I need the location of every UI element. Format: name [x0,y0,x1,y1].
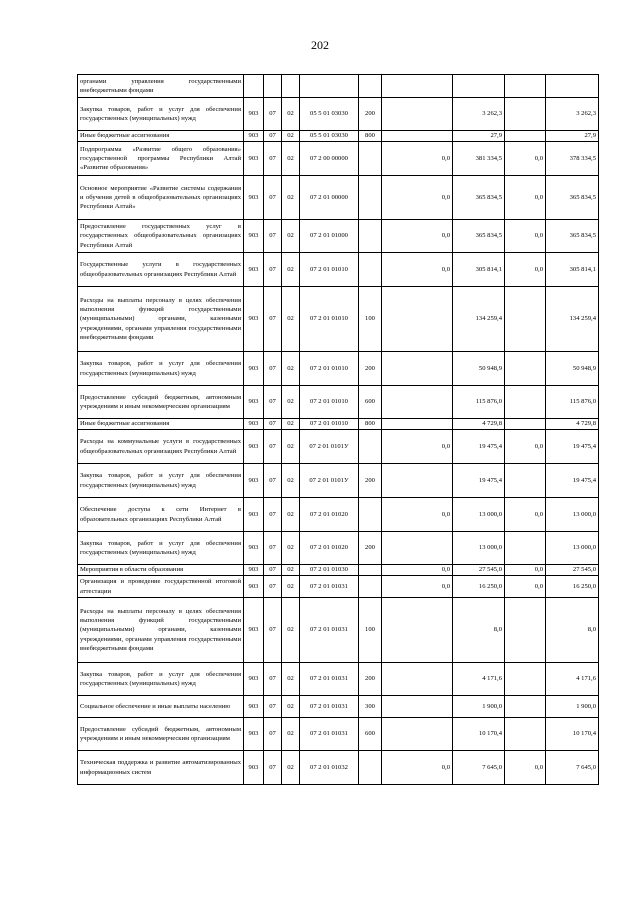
cell-value-2: 10 170,4 [453,718,505,751]
cell-value-3 [505,98,546,131]
cell-value-4: 4 171,6 [546,663,599,696]
cell-ved: 903 [244,598,264,663]
cell-csr: 07 2 01 01032 [300,751,359,785]
cell-pr: 02 [282,419,300,430]
cell-pr: 02 [282,131,300,142]
table-row [78,718,599,751]
cell-rz: 07 [264,98,282,131]
cell-ved: 903 [244,131,264,142]
cell-value-1: 0,0 [382,220,453,253]
cell-ved: 903 [244,498,264,532]
cell-value-4: 27,9 [546,131,599,142]
cell-value-2: 1 900,0 [453,696,505,718]
cell-vr [359,498,382,532]
cell-value-3: 0,0 [505,220,546,253]
cell-csr: 07 2 01 01010 [300,253,359,287]
cell-vr [359,253,382,287]
cell-pr: 02 [282,142,300,176]
cell-pr: 02 [282,430,300,464]
cell-value-3 [505,386,546,419]
cell-pr: 02 [282,565,300,576]
table-row [78,751,599,785]
cell-name: Расходы на коммунальные услуги в государственных общеобразовательных организациях Республики Алтай [78,430,244,464]
cell-csr: 07 2 01 01010 [300,419,359,430]
cell-value-2: 27,9 [453,131,505,142]
cell-rz: 07 [264,419,282,430]
table-row [78,131,599,142]
cell-csr: 07 2 01 01000 [300,220,359,253]
cell-value-4: 7 645,0 [546,751,599,785]
table-row [78,98,599,131]
cell-value-2: 4 729,8 [453,419,505,430]
cell-rz: 07 [264,576,282,598]
cell-value-3 [505,718,546,751]
cell-ved: 903 [244,386,264,419]
cell-vr: 200 [359,464,382,498]
cell-value-1 [382,718,453,751]
table-row [78,253,599,287]
cell-vr: 200 [359,98,382,131]
cell-name: Государственные услуги в государственных общеобразовательных организациях Республики Алтай [78,253,244,287]
cell-pr: 02 [282,751,300,785]
cell-value-1: 0,0 [382,176,453,220]
cell-value-3: 0,0 [505,576,546,598]
cell-vr: 600 [359,386,382,419]
cell-value-3: 0,0 [505,565,546,576]
cell-pr: 02 [282,663,300,696]
cell-value-3 [505,75,546,98]
cell-value-4: 365 834,5 [546,220,599,253]
cell-value-2: 381 334,5 [453,142,505,176]
cell-vr [359,176,382,220]
cell-value-3: 0,0 [505,498,546,532]
budget-table-body [78,75,599,785]
cell-vr: 200 [359,532,382,565]
cell-value-1: 0,0 [382,498,453,532]
cell-name: Организация и проведение государственной итоговой аттестации [78,576,244,598]
cell-rz [264,75,282,98]
cell-value-2: 4 171,6 [453,663,505,696]
cell-rz: 07 [264,352,282,386]
cell-value-3: 0,0 [505,751,546,785]
cell-vr [359,430,382,464]
cell-name: Закупка товаров, работ и услуг для обеспечения государственных (муниципальных) нужд [78,532,244,565]
cell-vr [359,75,382,98]
cell-value-3: 0,0 [505,142,546,176]
cell-ved: 903 [244,352,264,386]
cell-value-3 [505,287,546,352]
cell-csr: 07 2 01 0101У [300,464,359,498]
table-row [78,386,599,419]
budget-table [77,74,599,785]
cell-rz: 07 [264,253,282,287]
table-row [78,142,599,176]
cell-value-3 [505,464,546,498]
cell-value-1 [382,75,453,98]
cell-value-3: 0,0 [505,176,546,220]
cell-ved [244,75,264,98]
cell-value-1 [382,352,453,386]
cell-csr: 07 2 01 00000 [300,176,359,220]
table-row [78,430,599,464]
cell-value-2: 13 000,0 [453,498,505,532]
cell-vr [359,751,382,785]
cell-vr: 100 [359,287,382,352]
cell-value-4: 13 000,0 [546,498,599,532]
cell-value-3: 0,0 [505,430,546,464]
cell-ved: 903 [244,287,264,352]
cell-csr: 07 2 01 01010 [300,287,359,352]
cell-value-2: 13 000,0 [453,532,505,565]
table-row [78,75,599,98]
cell-csr: 07 2 01 01010 [300,352,359,386]
cell-vr: 100 [359,598,382,663]
cell-value-1 [382,98,453,131]
cell-pr: 02 [282,718,300,751]
cell-name: Расходы на выплаты персоналу в целях обеспечения выполнения функций государственными (муниципальными) органами, казенными учреждениями, органами управления государственными внебюджетными фондами [78,598,244,663]
table-row [78,576,599,598]
cell-vr: 800 [359,131,382,142]
cell-pr [282,75,300,98]
cell-value-4: 10 170,4 [546,718,599,751]
cell-csr: 05 5 01 03030 [300,131,359,142]
cell-value-4: 378 334,5 [546,142,599,176]
cell-name: Техническая поддержка и развитие автоматизированных информационных систем [78,751,244,785]
cell-value-2: 305 814,1 [453,253,505,287]
cell-value-1 [382,287,453,352]
cell-rz: 07 [264,565,282,576]
cell-value-3 [505,532,546,565]
cell-vr [359,220,382,253]
cell-value-3: 0,0 [505,253,546,287]
cell-pr: 02 [282,464,300,498]
cell-value-4: 27 545,0 [546,565,599,576]
cell-csr: 07 2 00 00000 [300,142,359,176]
cell-name: Обеспечение доступа к сети Интернет в образовательных организациях Республики Алтай [78,498,244,532]
cell-csr: 07 2 01 01031 [300,576,359,598]
cell-value-1 [382,419,453,430]
table-row [78,287,599,352]
cell-pr: 02 [282,253,300,287]
cell-value-4: 134 259,4 [546,287,599,352]
cell-vr: 600 [359,718,382,751]
cell-vr: 800 [359,419,382,430]
cell-value-4: 8,0 [546,598,599,663]
cell-value-1 [382,696,453,718]
cell-value-4: 50 948,9 [546,352,599,386]
cell-value-4: 4 729,8 [546,419,599,430]
cell-csr: 07 2 01 01010 [300,386,359,419]
cell-value-1 [382,598,453,663]
cell-name: Социальное обеспечение и иные выплаты населению [78,696,244,718]
cell-value-3 [505,598,546,663]
cell-csr: 07 2 01 01031 [300,696,359,718]
cell-value-1 [382,386,453,419]
cell-value-4: 13 000,0 [546,532,599,565]
cell-pr: 02 [282,598,300,663]
cell-value-4: 115 876,0 [546,386,599,419]
cell-value-4: 365 834,5 [546,176,599,220]
cell-value-3 [505,131,546,142]
cell-ved: 903 [244,576,264,598]
cell-value-1: 0,0 [382,430,453,464]
table-row [78,532,599,565]
cell-rz: 07 [264,386,282,419]
cell-value-4: 1 900,0 [546,696,599,718]
cell-rz: 07 [264,598,282,663]
cell-name: Иные бюджетные ассигнования [78,131,244,142]
cell-rz: 07 [264,696,282,718]
table-row [78,565,599,576]
cell-rz: 07 [264,287,282,352]
cell-vr: 200 [359,663,382,696]
cell-value-2: 8,0 [453,598,505,663]
cell-name: Подпрограмма «Развитие общего образования» государственной программы Республики Алтай «Развитие образования» [78,142,244,176]
cell-value-1 [382,532,453,565]
cell-csr: 07 2 01 01031 [300,718,359,751]
cell-ved: 903 [244,751,264,785]
cell-rz: 07 [264,430,282,464]
cell-csr: 05 5 01 03030 [300,98,359,131]
cell-ved: 903 [244,419,264,430]
cell-value-1: 0,0 [382,565,453,576]
cell-vr [359,576,382,598]
cell-name: Предоставление субсидий бюджетным, автономным учреждениям и иным некоммерческим организациям [78,386,244,419]
cell-ved: 903 [244,430,264,464]
cell-value-3 [505,696,546,718]
cell-value-1 [382,663,453,696]
cell-csr: 07 2 01 01031 [300,663,359,696]
cell-value-4: 305 814,1 [546,253,599,287]
cell-ved: 903 [244,142,264,176]
cell-csr: 07 2 01 01030 [300,565,359,576]
table-row [78,598,599,663]
cell-ved: 903 [244,532,264,565]
cell-name: Закупка товаров, работ и услуг для обеспечения государственных (муниципальных) нужд [78,352,244,386]
cell-pr: 02 [282,576,300,598]
page-number: 202 [311,38,329,52]
cell-pr: 02 [282,98,300,131]
cell-rz: 07 [264,176,282,220]
cell-rz: 07 [264,142,282,176]
cell-csr: 07 2 01 01031 [300,598,359,663]
cell-value-4: 19 475,4 [546,464,599,498]
table-row [78,498,599,532]
cell-ved: 903 [244,565,264,576]
cell-value-2: 365 834,5 [453,220,505,253]
cell-rz: 07 [264,532,282,565]
cell-value-1: 0,0 [382,576,453,598]
cell-rz: 07 [264,131,282,142]
cell-value-2 [453,75,505,98]
table-row [78,419,599,430]
cell-pr: 02 [282,696,300,718]
cell-rz: 07 [264,663,282,696]
cell-name: Иные бюджетные ассигнования [78,419,244,430]
cell-ved: 903 [244,253,264,287]
cell-ved: 903 [244,464,264,498]
cell-rz: 07 [264,751,282,785]
cell-ved: 903 [244,98,264,131]
cell-value-2: 115 876,0 [453,386,505,419]
cell-value-2: 365 834,5 [453,176,505,220]
table-row [78,464,599,498]
cell-value-2: 50 948,9 [453,352,505,386]
cell-value-4 [546,75,599,98]
table-row [78,220,599,253]
cell-name: Закупка товаров, работ и услуг для обеспечения государственных (муниципальных) нужд [78,98,244,131]
cell-name: Мероприятия в области образования [78,565,244,576]
cell-name: Закупка товаров, работ и услуг для обеспечения государственных (муниципальных) нужд [78,663,244,696]
table-row [78,352,599,386]
cell-value-2: 134 259,4 [453,287,505,352]
cell-vr [359,142,382,176]
cell-pr: 02 [282,532,300,565]
cell-rz: 07 [264,718,282,751]
cell-value-2: 19 475,4 [453,430,505,464]
cell-name: Закупка товаров, работ и услуг для обеспечения государственных (муниципальных) нужд [78,464,244,498]
cell-value-1: 0,0 [382,253,453,287]
cell-pr: 02 [282,498,300,532]
cell-ved: 903 [244,220,264,253]
cell-csr [300,75,359,98]
cell-vr [359,565,382,576]
table-row [78,663,599,696]
cell-value-3 [505,419,546,430]
cell-csr: 07 2 01 01020 [300,498,359,532]
cell-value-2: 19 475,4 [453,464,505,498]
cell-value-1 [382,464,453,498]
cell-pr: 02 [282,386,300,419]
cell-value-1: 0,0 [382,142,453,176]
cell-value-3 [505,352,546,386]
cell-value-2: 27 545,0 [453,565,505,576]
cell-value-2: 16 250,0 [453,576,505,598]
cell-value-2: 3 262,3 [453,98,505,131]
cell-name: Предоставление государственных услуг в государственных общеобразовательных организациях Республики Алтай [78,220,244,253]
cell-value-1: 0,0 [382,751,453,785]
cell-name: Основное мероприятие «Развитие системы содержания и обучения детей в общеобразовательных организациях Республики Алтай» [78,176,244,220]
cell-rz: 07 [264,498,282,532]
cell-csr: 07 2 01 01020 [300,532,359,565]
cell-name: Предоставление субсидий бюджетным, автономным учреждениям и иным некоммерческим организациям [78,718,244,751]
cell-ved: 903 [244,696,264,718]
cell-rz: 07 [264,220,282,253]
cell-csr: 07 2 01 0101У [300,430,359,464]
cell-value-4: 19 475,4 [546,430,599,464]
cell-vr: 200 [359,352,382,386]
cell-pr: 02 [282,352,300,386]
cell-name: Расходы на выплаты персоналу в целях обеспечения выполнения функций государственными (муниципальными) органами, казенными учреждениями, органами управления государственными внебюджетными фондами [78,287,244,352]
cell-name: органами управления государственными внебюджетными фондами [78,75,244,98]
cell-vr: 300 [359,696,382,718]
table-row [78,176,599,220]
cell-pr: 02 [282,287,300,352]
cell-value-1 [382,131,453,142]
cell-ved: 903 [244,663,264,696]
cell-ved: 903 [244,718,264,751]
cell-value-3 [505,663,546,696]
table-row [78,696,599,718]
cell-ved: 903 [244,176,264,220]
cell-rz: 07 [264,464,282,498]
cell-pr: 02 [282,220,300,253]
cell-value-4: 16 250,0 [546,576,599,598]
cell-value-4: 3 262,3 [546,98,599,131]
cell-pr: 02 [282,176,300,220]
cell-value-2: 7 645,0 [453,751,505,785]
